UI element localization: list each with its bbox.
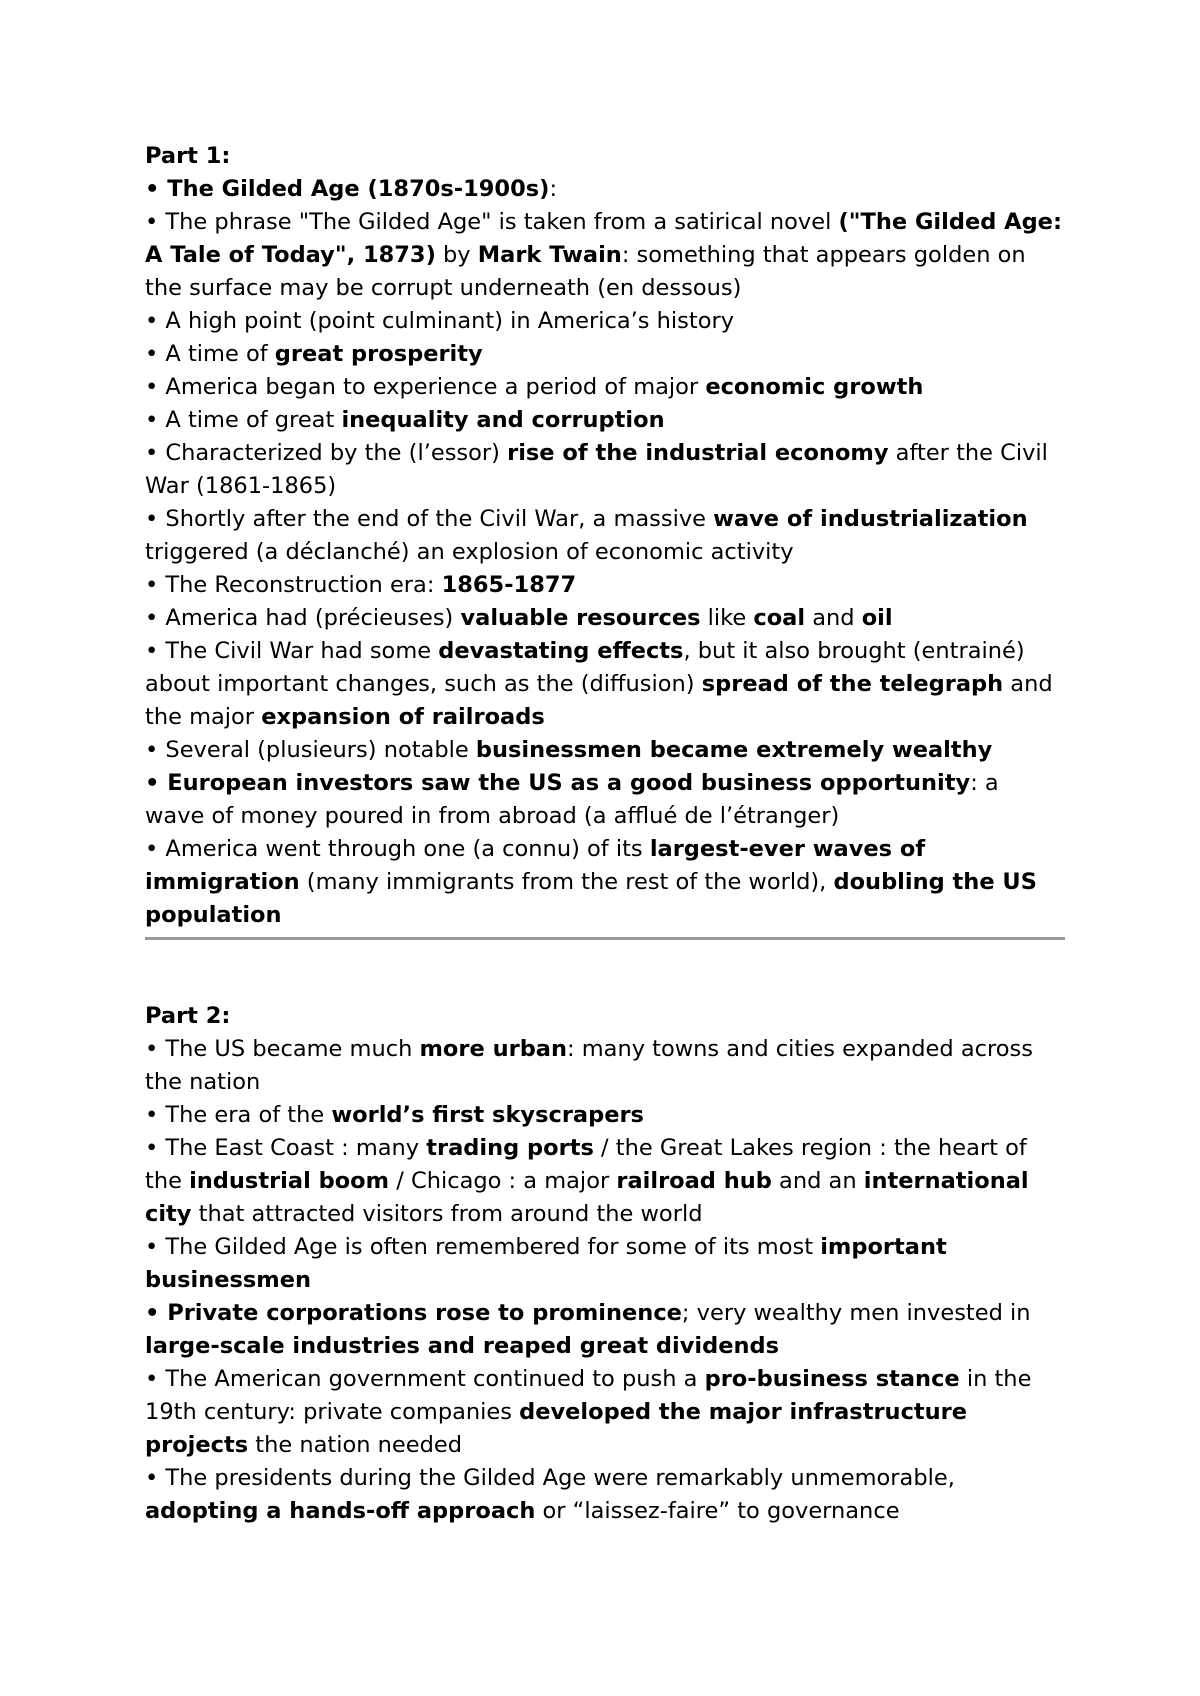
text-run: • Several (plusieurs) notable — [145, 737, 476, 763]
bullet-item — [145, 437, 1065, 503]
bullet-item — [145, 767, 1065, 833]
bullet-item — [145, 1297, 1065, 1363]
bold-text: railroad hub — [616, 1168, 772, 1194]
bold-text: • — [145, 770, 168, 796]
bold-text: adopting a hands-off approach — [145, 1498, 536, 1524]
bold-text: world’s first skyscrapers — [331, 1102, 644, 1128]
bold-text: oil — [861, 605, 893, 631]
bold-text: valuable resources — [460, 605, 701, 631]
text-run: • The American government continued to push a — [145, 1366, 705, 1392]
bullet-item — [145, 635, 1065, 734]
bold-text: trading ports — [426, 1135, 594, 1161]
bold-text: wave of industrialization — [713, 506, 1028, 532]
bold-text: devastating effects — [438, 638, 684, 664]
bold-text: European investors saw the US as a good business opportunity — [167, 770, 971, 796]
part-2-section — [145, 1000, 1065, 1528]
text-run: triggered (a déclanché) an explosion of economic activity — [145, 539, 794, 565]
bullet-item — [145, 734, 1065, 767]
bullet-item — [145, 1363, 1065, 1462]
text-run: after the Civil War (1861-1865) — [145, 440, 1048, 499]
bold-text: rise of the industrial economy — [507, 440, 889, 466]
bold-text: more urban — [419, 1036, 567, 1062]
bullet-item — [145, 503, 1065, 569]
text-run: • The presidents during the Gilded Age were remarkably unmemorable, — [145, 1465, 955, 1491]
bold-text: spread of the telegraph — [701, 671, 1004, 697]
bold-text: great prosperity — [274, 341, 483, 367]
document-page — [145, 140, 1065, 1528]
part-1-list — [145, 173, 1065, 932]
text-run: • A time of — [145, 341, 275, 367]
bullet-item — [145, 569, 1065, 602]
bold-text: industrial boom — [189, 1168, 390, 1194]
text-run: (many immigrants from the rest of the world), — [299, 869, 834, 895]
text-run: and an — [771, 1168, 864, 1194]
part-2-heading: Part 2: — [145, 1003, 231, 1029]
part-2-list — [145, 1033, 1065, 1528]
bullet-item — [145, 1462, 1065, 1528]
bold-text: large-scale industries and reaped great dividends — [145, 1333, 780, 1359]
bullet-item — [145, 404, 1065, 437]
text-run: • The US became much — [145, 1036, 420, 1062]
bold-text: doubling the US population — [145, 869, 1037, 928]
bold-text: economic growth — [705, 374, 924, 400]
bold-text: Private corporations rose to prominence — [167, 1300, 682, 1326]
text-run: • Shortly after the end of the Civil War, a massive — [145, 506, 714, 532]
text-run: in the 19th century: private companies — [145, 1366, 1032, 1425]
text-run: • The era of the — [145, 1102, 332, 1128]
bold-text: • — [145, 1300, 168, 1326]
bullet-item — [145, 833, 1065, 932]
text-run: • America went through one (a connu) of its — [145, 836, 650, 862]
text-run: • Characterized by the (l’essor) — [145, 440, 508, 466]
bold-text: pro-business stance — [704, 1366, 960, 1392]
bold-text: ("The Gilded Age: A Tale of Today", 1873) — [145, 209, 1062, 268]
text-run: : a wave of money poured in from abroad (a afflué de l’étranger) — [145, 770, 999, 829]
bold-text: international city — [145, 1168, 1029, 1227]
text-run: • The Gilded Age is often remembered for some of its most — [145, 1234, 821, 1260]
text-run: and the major — [145, 671, 1053, 730]
bold-text: expansion of railroads — [261, 704, 545, 730]
bullet-item — [145, 1132, 1065, 1231]
text-run: • The phrase "The Gilded Age" is taken from a satirical novel — [145, 209, 839, 235]
text-run: • America began to experience a period of major — [145, 374, 706, 400]
bullet-item — [145, 1231, 1065, 1297]
bold-text: The Gilded Age (1870s-1900s) — [167, 176, 550, 202]
bold-text: developed the major infrastructure projects — [145, 1399, 968, 1458]
text-run: • The Civil War had some — [145, 638, 439, 664]
bullet-item — [145, 1099, 1065, 1132]
bold-text: coal — [753, 605, 806, 631]
bold-text: 1865-1877 — [441, 572, 577, 598]
part-1-heading: Part 1: — [145, 143, 231, 169]
text-run: / the Great Lakes region : the heart of the — [145, 1135, 1027, 1194]
text-run: ; very wealthy men invested in — [681, 1300, 1031, 1326]
bullet-item — [145, 173, 1065, 206]
text-run: / Chicago : a major — [389, 1168, 617, 1194]
text-run: , but it also brought (entrainé) about important changes, such as the (diffusion) — [145, 638, 1025, 697]
text-run: or “laissez-faire” to governance — [535, 1498, 900, 1524]
text-run: : many towns and cities expanded across the nation — [145, 1036, 1033, 1095]
text-run: • America had (précieuses) — [145, 605, 461, 631]
text-run: and — [805, 605, 862, 631]
text-run: like — [700, 605, 754, 631]
text-run: by — [435, 242, 478, 268]
text-run: • The East Coast : many — [145, 1135, 427, 1161]
bold-text: inequality and corruption — [341, 407, 665, 433]
bullet-item — [145, 371, 1065, 404]
text-run: • A time of great — [145, 407, 342, 433]
bold-text: businessmen became extremely wealthy — [475, 737, 993, 763]
bold-text: important businessmen — [145, 1234, 947, 1293]
text-run: that attracted visitors from around the world — [191, 1201, 703, 1227]
bold-text: • — [145, 176, 168, 202]
bullet-item — [145, 602, 1065, 635]
bullet-item — [145, 305, 1065, 338]
bullet-item — [145, 338, 1065, 371]
text-run: : something that appears golden on the surface may be corrupt underneath (en dessous) — [145, 242, 1026, 301]
bold-text: largest-ever waves of immigration — [145, 836, 926, 895]
text-run: • The Reconstruction era: — [145, 572, 442, 598]
part-1-section — [145, 140, 1065, 932]
bullet-item — [145, 1033, 1065, 1099]
text-run: the nation needed — [248, 1432, 463, 1458]
text-run: : — [549, 176, 558, 202]
bullet-item — [145, 206, 1065, 305]
bold-text: Mark Twain — [477, 242, 622, 268]
section-divider — [145, 937, 1065, 940]
text-run: • A high point (point culminant) in America’s history — [145, 308, 735, 334]
